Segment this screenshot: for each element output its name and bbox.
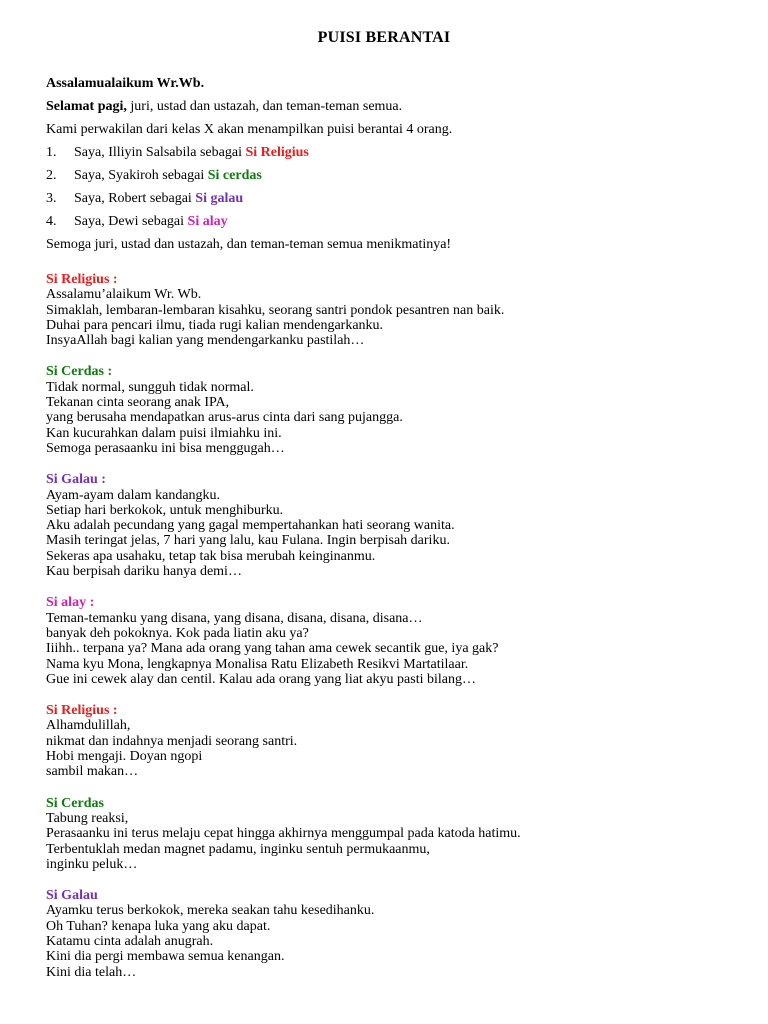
intro-section — [46, 72, 746, 256]
stanza-line: Terbentuklah medan magnet padamu, inginku sentuh permukaanmu, — [46, 841, 430, 857]
stanza-line: yang berusaha mendapatkan arus-arus cinta dari sang pujangga. — [46, 410, 403, 426]
stanza-line: Tekanan cinta seorang anak IPA, — [46, 395, 230, 411]
stanza-line: Alhamdulillah, — [46, 718, 131, 734]
participant-name: Saya, Robert sebagai — [74, 191, 196, 206]
participant-text — [74, 141, 309, 164]
stanza-speaker: Si Cerdas : — [46, 364, 113, 380]
stanza-speaker: Si Religius : — [46, 703, 118, 719]
participant-role: Si cerdas — [207, 168, 262, 183]
stanza — [46, 703, 746, 779]
stanza-line: Tabung reaksi, — [46, 810, 129, 826]
stanza-speaker: Si Religius : — [46, 272, 118, 287]
greeting: Assalamualaikum Wr.Wb. — [46, 76, 205, 91]
participant-text — [74, 210, 228, 233]
stanza-line: Kau berpisah dariku hanya demi… — [46, 564, 242, 580]
salutation-rest: juri, ustad dan ustazah, dan teman-teman semua. — [126, 99, 403, 114]
participant-number: 1. — [46, 145, 57, 160]
stanza-line: Katamu cinta adalah anugrah. — [46, 933, 214, 949]
stanza-line: Iiihh.. terpana ya? Mana ada orang yang tahan ama cewek secantik gue, iya gak? — [46, 641, 499, 657]
stanza-speaker: Si Galau — [46, 888, 98, 904]
participant-text — [74, 187, 243, 210]
participant-item — [46, 164, 746, 187]
stanza-line: Aku adalah pecundang yang gagal mempertahankan hati seorang wanita. — [46, 518, 455, 534]
participant-item — [46, 141, 746, 164]
stanza-line: nikmat dan indahnya menjadi seorang santri. — [46, 733, 298, 749]
stanza-line: Oh Tuhan? kenapa luka yang aku dapat. — [46, 918, 271, 934]
stanza-line: Kan kucurahkan dalam puisi ilmiahku ini. — [46, 425, 282, 441]
participant-number: 4. — [46, 214, 57, 229]
page-title: PUISI BERANTAI — [317, 29, 451, 46]
stanza-line: InsyaAllah bagi kalian yang mendengarkanku pastilah… — [46, 333, 365, 349]
stanza-line: Teman-temanku yang disana, yang disana, disana, disana, disana… — [46, 610, 423, 626]
stanza-line: sambil makan… — [46, 764, 139, 780]
participant-name: Saya, Dewi sebagai — [74, 214, 188, 229]
stanza-speaker: Si Cerdas — [46, 795, 104, 811]
salutation-bold: Selamat pagi, — [46, 99, 127, 114]
stanza-line: Hobi mengaji. Doyan ngopi — [46, 749, 203, 765]
stanza — [46, 272, 746, 348]
participant-name: Saya, Syakiroh sebagai — [74, 168, 208, 183]
salutation — [46, 95, 746, 118]
stanza-line: banyak deh pokoknya. Kok pada liatin aku ya? — [46, 625, 309, 641]
participant-number: 2. — [46, 168, 57, 183]
stanza-line: Masih teringat jelas, 7 hari yang lalu, kau Fulana. Ingin berpisah dariku. — [46, 533, 450, 549]
stanza-line: Kini dia telah… — [46, 964, 137, 980]
stanza-line: Assalamu’alaikum Wr. Wb. — [46, 287, 202, 303]
announcement: Kami perwakilan dari kelas X akan menampilkan puisi berantai 4 orang. — [46, 122, 453, 137]
stanza-line: Semoga perasaanku ini bisa menggugah… — [46, 440, 285, 456]
stanza-line: Perasaanku ini terus melaju cepat hingga akhirnya menggumpal pada katoda hatimu. — [46, 826, 521, 842]
participant-text — [74, 164, 262, 187]
stanza-line: Ayamku terus berkokok, mereka seakan tahu kesedihanku. — [46, 903, 375, 919]
stanza-line: inginku peluk… — [46, 856, 138, 872]
stanza — [46, 888, 746, 980]
participant-item — [46, 187, 746, 210]
stanza — [46, 595, 746, 687]
participant-role: Si galau — [195, 191, 244, 206]
participant-role: Si Religius — [245, 145, 309, 160]
stanza-line: Ayam-ayam dalam kandangku. — [46, 487, 221, 503]
participant-item — [46, 210, 746, 233]
stanza — [46, 796, 746, 872]
stanza-speaker: Si alay : — [46, 595, 95, 611]
participant-number: 3. — [46, 191, 57, 206]
stanza-line: Simaklah, lembaran-lembaran kisahku, seorang santri pondok pesantren nan baik. — [46, 302, 505, 318]
stanza-line: Duhai para pencari ilmu, tiada rugi kalian mendengarkanku. — [46, 317, 384, 333]
participant-role: Si alay — [187, 214, 228, 229]
stanza — [46, 364, 746, 456]
closing-line: Semoga juri, ustad dan ustazah, dan teman-teman semua menikmatinya! — [46, 237, 452, 252]
stanza-speaker: Si Galau : — [46, 472, 106, 488]
stanza-line: Tidak normal, sungguh tidak normal. — [46, 379, 254, 395]
stanza-line: Nama kyu Mona, lengkapnya Monalisa Ratu Elizabeth Resikvi Martatilaar. — [46, 656, 469, 672]
stanza-line: Sekeras apa usahaku, tetap tak bisa merubah keinginanmu. — [46, 548, 376, 564]
stanza-line: Gue ini cewek alay dan centil. Kalau ada orang yang liat akyu pasti bilang… — [46, 671, 476, 687]
stanza-line: Kini dia pergi membawa semua kenangan. — [46, 949, 285, 965]
stanza-line: Setiap hari berkokok, untuk menghiburku. — [46, 502, 284, 518]
participant-name: Saya, Illiyin Salsabila sebagai — [74, 145, 246, 160]
poem-stanzas — [46, 272, 746, 996]
stanza — [46, 472, 746, 579]
